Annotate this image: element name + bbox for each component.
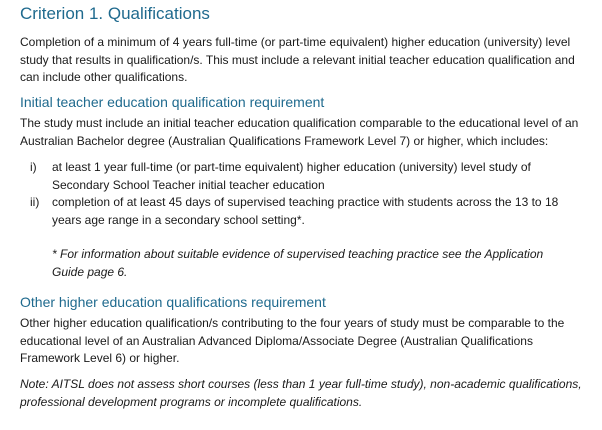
section-heading-other-qualifications: Other higher education qualifications requirement xyxy=(20,294,326,310)
footnote-text: * For information about suitable evidence of supervised teaching practice see the Application Guide page 6. xyxy=(52,247,544,279)
page-title: Criterion 1. Qualifications xyxy=(20,4,210,23)
section-body-initial-teacher-education: The study must include an initial teacher education qualification comparable to the educational level of an Australian Bachelor degree (Australian Qualifications Framework Level 7) or higher, which includes: xyxy=(20,116,579,148)
section-heading-initial-teacher-education: Initial teacher education qualification requirement xyxy=(20,94,325,110)
list-item-text: at least 1 year full-time (or part-time equivalent) higher education (university) level study of Secondary School Teacher initial teacher education xyxy=(52,160,531,192)
section-body-other-qualifications: Other higher education qualification/s contributing to the four years of study must be comparable to the educational level of an Australian Advanced Diploma/Associate Degree (Australian Qualifications Framework Level 6) or higher. xyxy=(20,316,565,366)
list-item-number: i) xyxy=(30,160,37,174)
list-item-number: ii) xyxy=(30,195,40,209)
note-paragraph: Note: AITSL does not assess short courses (less than 1 year full-time study), non-academic qualifications, professional development programs or incomplete qualifications. xyxy=(20,377,582,409)
intro-paragraph: Completion of a minimum of 4 years full-time (or part-time equivalent) higher education (university) level study that results in qualification/s. This must include a relevant initial teacher education qualification and can include other qualifications. xyxy=(20,35,575,85)
list-item-text: completion of at least 45 days of supervised teaching practice with students across the 13 to 18 years age range in a secondary school setting*. xyxy=(52,195,559,227)
